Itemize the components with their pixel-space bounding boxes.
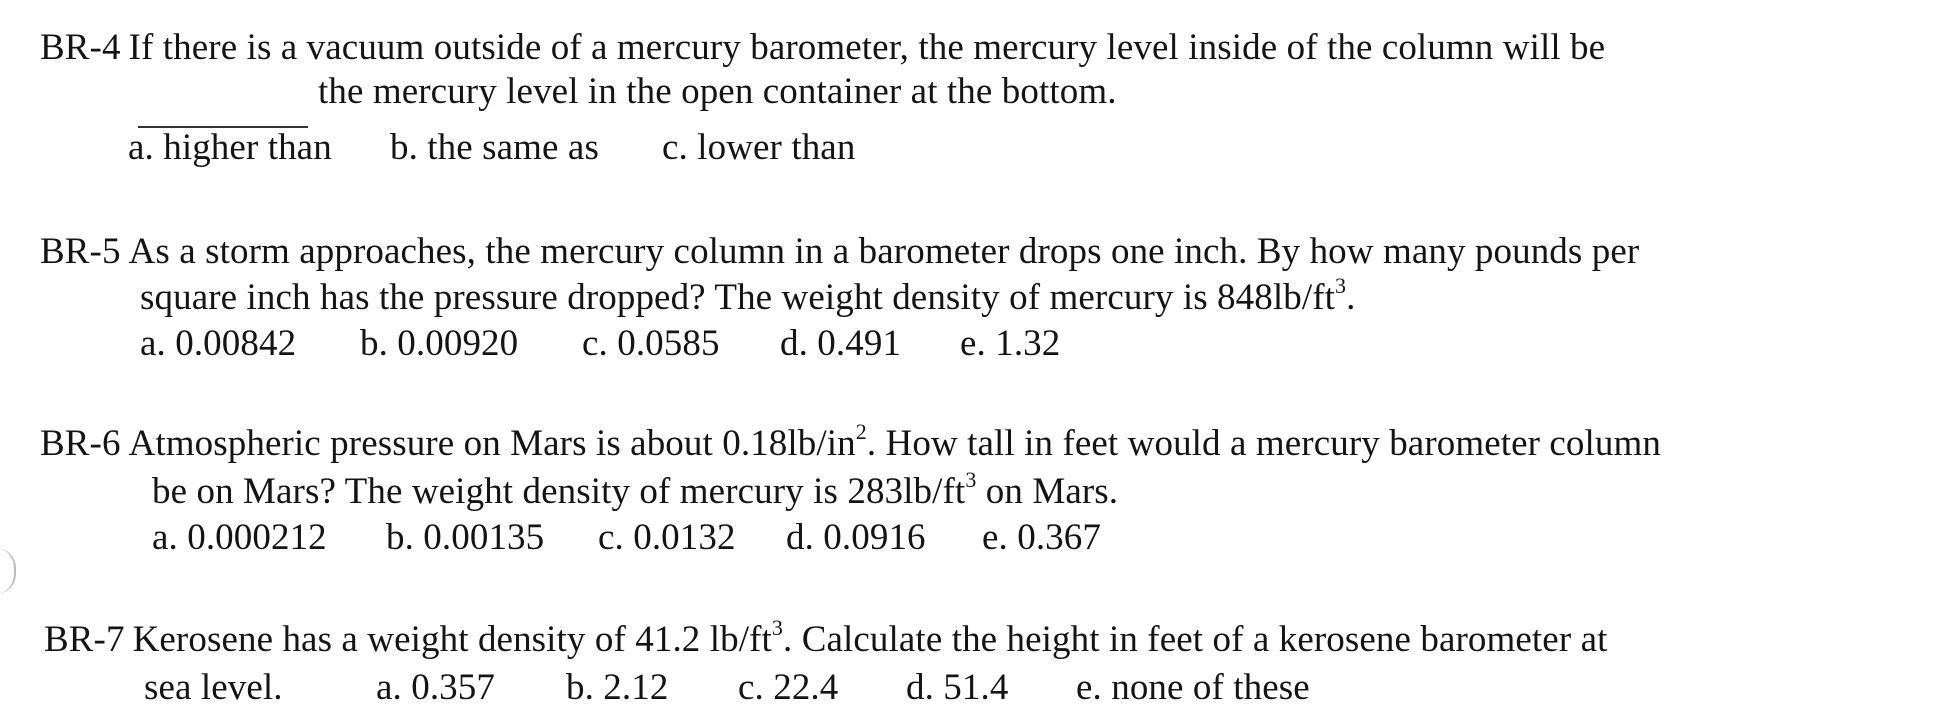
question-br4-line1 xyxy=(40,28,1605,68)
question-text: the mercury level in the open container at the bottom. xyxy=(318,71,1117,112)
question-text: . How tall in feet would a mercury barometer column xyxy=(866,423,1661,464)
answer-option: d. 0.491 xyxy=(780,323,902,364)
answer-option: e. 0.367 xyxy=(982,517,1101,558)
question-text: If there is a vacuum outside of a mercury barometer, the mercury level inside of the column will be xyxy=(128,27,1606,68)
question-br6-line2 xyxy=(152,467,1119,512)
question-text: be on Mars? The weight density of mercury is 283lb/ft xyxy=(152,471,966,512)
question-br7-line1 xyxy=(44,615,1608,660)
answer-option: a. 0.357 xyxy=(376,667,495,708)
answer-option: c. 0.0585 xyxy=(582,323,720,364)
superscript: 3 xyxy=(771,615,784,640)
question-text: . Calculate the height in feet of a kerosene barometer at xyxy=(783,619,1608,660)
question-br4-line2 xyxy=(318,72,1117,112)
question-text: Atmospheric pressure on Mars is about 0.18lb/in xyxy=(128,423,856,464)
superscript: 3 xyxy=(1335,273,1347,298)
question-br6-options xyxy=(152,518,1101,558)
answer-option: a. 0.000212 xyxy=(152,517,327,558)
answer-option: b. 0.00920 xyxy=(360,323,519,364)
question-text: square inch has the pressure dropped? The weight density of mercury is 848lb/ft xyxy=(140,277,1336,318)
margin-scan-mark xyxy=(0,548,16,594)
question-id: BR-4 xyxy=(40,27,121,68)
question-text: . xyxy=(1346,277,1356,318)
answer-option: b. the same as xyxy=(390,127,599,168)
answer-option: c. 22.4 xyxy=(738,667,839,708)
question-text: As a storm approaches, the mercury column in a barometer drops one inch. By how many pounds per xyxy=(128,231,1640,272)
question-id: BR-5 xyxy=(40,231,121,272)
answer-option: d. 51.4 xyxy=(906,667,1009,708)
question-br6-line1 xyxy=(40,419,1661,464)
question-text: sea level. xyxy=(144,667,283,708)
superscript: 3 xyxy=(965,467,977,492)
answer-option: e. none of these xyxy=(1076,667,1310,708)
question-br5-options xyxy=(140,324,1060,364)
question-br5-line1 xyxy=(40,232,1639,272)
answer-option: a. 0.00842 xyxy=(140,323,297,364)
question-id: BR-7 xyxy=(44,619,125,660)
answer-option: c. 0.0132 xyxy=(598,517,736,558)
answer-option: a. higher than xyxy=(128,127,332,168)
answer-option: d. 0.0916 xyxy=(786,517,926,558)
question-br4-options xyxy=(128,128,855,168)
answer-option: b. 0.00135 xyxy=(386,517,545,558)
question-id: BR-6 xyxy=(40,423,121,464)
answer-option: e. 1.32 xyxy=(960,323,1061,364)
question-br7-line2 xyxy=(144,668,1310,708)
question-text: on Mars. xyxy=(976,471,1119,512)
answer-option: c. lower than xyxy=(662,127,856,168)
question-text: Kerosene has a weight density of 41.2 lb/ft xyxy=(132,619,772,660)
question-br5-line2 xyxy=(140,273,1356,318)
superscript: 2 xyxy=(855,419,867,444)
answer-option: b. 2.12 xyxy=(566,667,669,708)
